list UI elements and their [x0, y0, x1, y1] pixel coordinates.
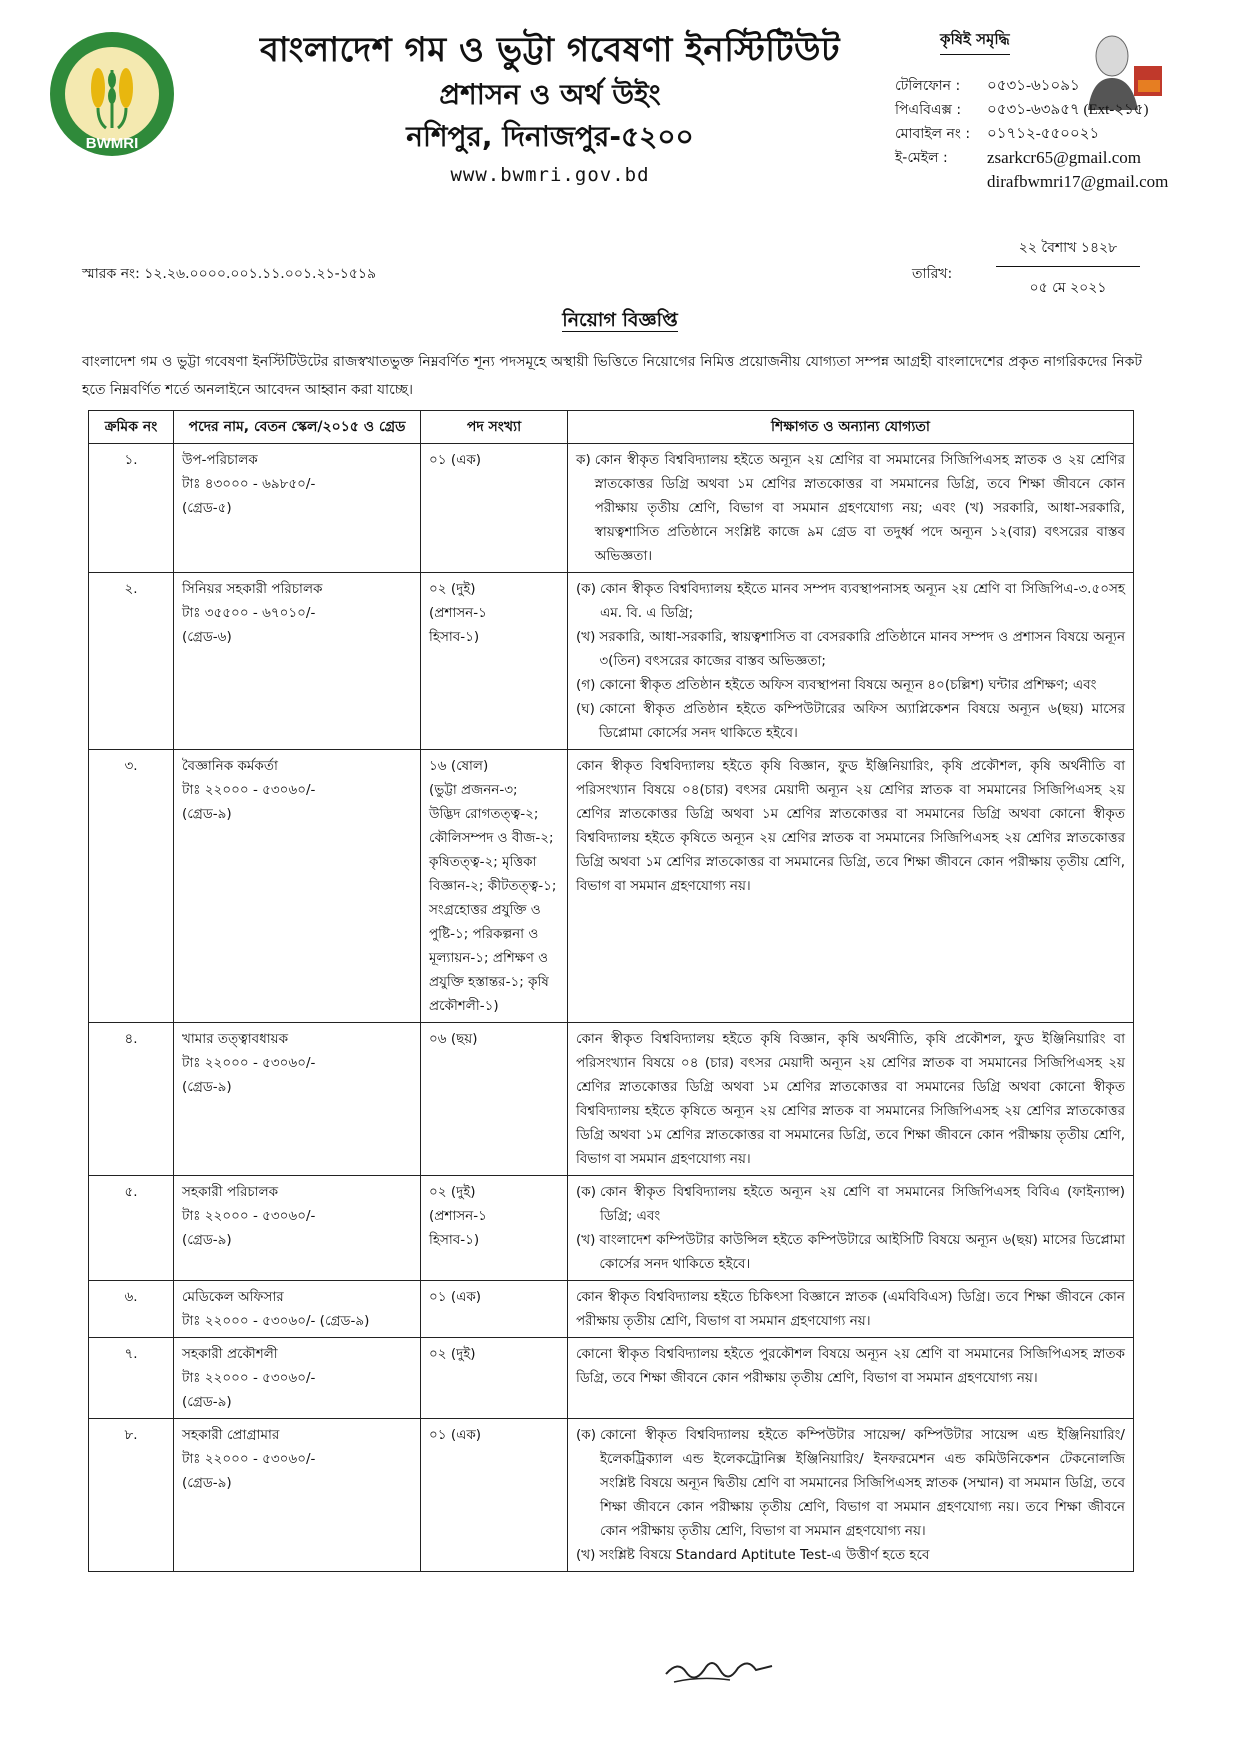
- item-text: কোন স্বীকৃত বিশ্ববিদ্যালয় হইতে চিকিৎসা বিজ্ঞানে স্নাতক (এমবিবিএস) ডিগ্রি। তবে শিক্ষা জীবনে কোন পরীক্ষায় তৃতীয় শ্রেণি, বিভাগ বা সমমান গ্রহণযোগ্য নয়।: [576, 1289, 1125, 1329]
- qualification-item: [576, 1342, 1125, 1390]
- qualification-item: [576, 577, 1125, 625]
- contact-mobile: মোবাইল নং : ০১৭১২-৫৫০০২১: [895, 126, 1100, 142]
- table-header-row: [89, 411, 1134, 444]
- wing-name: প্রশাসন ও অর্থ উইং: [439, 78, 661, 111]
- post-title: মেডিকেল অফিসার: [182, 1289, 284, 1305]
- item-text: কোনো স্বীকৃত প্রতিষ্ঠান হইতে অফিস ব্যবস্থাপনা বিষয়ে অন্যূন ৪০(চল্লিশ) ঘন্টার প্রশিক্ষণ; এবং: [599, 677, 1097, 693]
- row-count: [421, 1281, 568, 1338]
- institute-name: বাংলাদেশ গম ও ভুট্টা গবেষণা ইনস্টিটিউট: [259, 30, 841, 70]
- item-marker: ক): [576, 452, 591, 468]
- row-serial: ১.: [89, 444, 174, 573]
- row-serial: ২.: [89, 573, 174, 750]
- website-link[interactable]: www.bwmri.gov.bd: [450, 164, 650, 186]
- qualification-item: [576, 754, 1125, 898]
- item-text: কোন স্বীকৃত বিশ্ববিদ্যালয় হইতে কৃষি বিজ্ঞান, ফুড ইঞ্জিনিয়ারিং, কৃষি প্রকৌশল, কৃষি অর্থনীতি বা পরিসংখ্যান বিষয়ে ০৪(চার) বৎসর মেয়াদী অন্যূন ২য় শ্রেণির স্নাতক বা সমমানের সিজিপিএসহ ২য় শ্রেণির স্নাতকোত্তর ডিগ্রি অথবা ১ম শ্রেণির স্নাতকোত্তর বা সমমানের ডিগ্রি অথবা কোনো স্বীকৃত বিশ্ববিদ্যালয় হইতে কৃষিতে অন্যূন ২য় শ্রেণির স্নাতক বা সমমানের সিজিপিএসহ ২য় শ্রেণির স্নাতকোত্তর ডিগ্রি অথবা ১ম শ্রেণির স্নাতকোত্তর বা সমমানের ডিগ্রি, তবে শিক্ষা জীবনে কোন পরীক্ষায় তৃতীয় শ্রেণি, বিভাগ বা সমমান গ্রহণযোগ্য নয়।: [576, 758, 1125, 894]
- post-detail: (গ্রেড-৬): [182, 629, 232, 645]
- header-post: পদের নাম, বেতন স্কেল/২০১৫ ও গ্রেড: [174, 411, 421, 444]
- row-qualification: [568, 750, 1134, 1023]
- qualification-item: [576, 1180, 1125, 1228]
- table-row: [89, 1419, 1134, 1572]
- count-line: ০৬ (ছয়): [429, 1031, 478, 1047]
- post-title: সহকারী প্রোগ্রামার: [182, 1427, 280, 1443]
- count-line: ০২ (দুই): [429, 581, 476, 597]
- row-serial: ৬.: [89, 1281, 174, 1338]
- qualification-item: [576, 1228, 1125, 1276]
- item-marker: (গ): [576, 677, 596, 693]
- row-post: [174, 1338, 421, 1419]
- table-row: [89, 750, 1134, 1023]
- qualification-item: [576, 1285, 1125, 1333]
- item-marker: (ঘ): [576, 701, 595, 717]
- post-detail: (গ্রেড-৫): [182, 500, 232, 516]
- row-qualification: [568, 1176, 1134, 1281]
- count-line: হিসাব-১): [429, 1232, 480, 1248]
- item-text: কোনো স্বীকৃত প্রতিষ্ঠান হইতে কম্পিউটারের অফিস অ্যাপ্লিকেশন বিষয়ে অন্যূন ৬(ছয়) মাসের ডিপ্লোমা কোর্সের সনদ থাকিতে হইবে।: [598, 701, 1125, 741]
- item-marker: (খ): [576, 629, 596, 645]
- row-count: [421, 750, 568, 1023]
- post-detail: (গ্রেড-৯): [182, 1079, 232, 1095]
- table-row: [89, 444, 1134, 573]
- contact-block: [895, 74, 1168, 194]
- item-marker: (ক): [576, 1184, 596, 1200]
- row-serial: ৩.: [89, 750, 174, 1023]
- header-qualification: শিক্ষাগত ও অন্যান্য যোগ্যতা: [568, 411, 1134, 444]
- item-marker: (খ): [576, 1547, 596, 1563]
- row-count: [421, 1023, 568, 1176]
- count-line: ০১ (এক): [429, 1427, 482, 1443]
- qualification-item: [576, 1423, 1125, 1543]
- date-english: ০৫ মে ২০২১: [1029, 280, 1107, 296]
- post-detail: (গ্রেড-৯): [182, 1394, 232, 1410]
- memo-number: স্মারক নং: ১২.২৬.০০০০.০০১.১১.০০১.২১-১৫১৯: [82, 266, 377, 282]
- vacancy-table: [88, 410, 1134, 1572]
- contact-phone: টেলিফোন : ০৫৩১-৬১০৯১: [895, 78, 1080, 94]
- row-count: [421, 1338, 568, 1419]
- item-marker: (ক): [576, 1427, 596, 1443]
- count-line: উদ্ভিদ রোগতত্ত্ব-২;: [429, 806, 539, 822]
- header-count: পদ সংখ্যা: [421, 411, 568, 444]
- notice-title: নিয়োগ বিজ্ঞপ্তি: [562, 309, 678, 331]
- email-link-2[interactable]: dirafbwmri17@gmail.com: [987, 172, 1169, 191]
- count-line: (ভুট্টা প্রজনন-৩;: [429, 782, 518, 798]
- item-text: সরকারি, আধা-সরকারি, স্বায়ত্বশাসিত বা বেসরকারি প্রতিষ্ঠানে মানব সম্পদ ও প্রশাসন বিষয়ে অন্যূন ৩(তিন) বৎসরের কাজের বাস্তব অভিজ্ঞতা;: [599, 629, 1125, 669]
- qualification-item: [576, 673, 1125, 697]
- post-detail: টাঃ ২২০০০ - ৫৩০৬০/- (গ্রেড-৯): [182, 1313, 370, 1329]
- email-link[interactable]: zsarkcr65@gmail.com: [987, 148, 1141, 167]
- table-body: [89, 444, 1134, 1572]
- row-serial: ৪.: [89, 1023, 174, 1176]
- header-serial: ক্রমিক নং: [89, 411, 174, 444]
- item-text: কোন স্বীকৃত বিশ্ববিদ্যালয় হইতে কৃষি বিজ্ঞান, কৃষি অর্থনীতি, কৃষি প্রকৌশল, ফুড ইঞ্জিনিয়ারিং বা পরিসংখ্যান বিষয়ে ০৪ (চার) বৎসর মেয়াদী অন্যূন ২য় শ্রেণির স্নাতক বা সমমানের সিজিপিএসহ ২য় শ্রেণির স্নাতকোত্তর ডিগ্রি অথবা ১ম শ্রেণির স্নাতকোত্তর বা সমমানের ডিগ্রি অথবা কোনো স্বীকৃত বিশ্ববিদ্যালয় হইতে কৃষিতে অন্যূন ২য় শ্রেণির স্নাতক বা সমমানের সিজিপিএসহ ২য় শ্রেণির স্নাতকোত্তর ডিগ্রি অথবা ১ম শ্রেণির স্নাতকোত্তর বা সমমানের ডিগ্রি, তবে শিক্ষা জীবনে কোন পরীক্ষায় তৃতীয় শ্রেণি, বিভাগ বা সমমান গ্রহণযোগ্য নয়।: [576, 1031, 1125, 1167]
- date-label: তারিখ:: [912, 266, 953, 282]
- post-detail: টাঃ ২২০০০ - ৫৩০৬০/-: [182, 782, 316, 798]
- item-text: বাংলাদেশ কম্পিউটার কাউন্সিল হইতে কম্পিউটারে আইসিটি বিষয়ে অন্যূন ৬(ছয়) মাসের ডিপ্লোমা কোর্সের সনদ থাকিতে হইবে।: [599, 1232, 1125, 1272]
- table-row: [89, 573, 1134, 750]
- row-serial: ৮.: [89, 1419, 174, 1572]
- item-text: কোনো স্বীকৃত বিশ্ববিদ্যালয় হইতে কম্পিউটার সায়েন্স/ কম্পিউটার সায়েন্স এন্ড ইঞ্জিনিয়ারিং/ইলেকট্রিক্যাল এন্ড ইলেকট্রোনিক্স ইঞ্জিনিয়ারিং/ ইনফরমেশন এন্ড কমিউনিকেশন টেকনোলজি সংশ্লিষ্ট বিষয়ে অন্যূন দ্বিতীয় শ্রেণি বা সমমানের সিজিপিএসহ স্নাতক (সম্মান) বা সমমান ডিগ্রি, তবে শিক্ষা জীবনে কোন পরীক্ষায় তৃতীয় শ্রেণি, বিভাগ বা সমমান গ্রহণযোগ্য নয়। তবে শিক্ষা জীবনে কোন পরীক্ষায় তৃতীয় শ্রেণি, বিভাগ বা সমমান গ্রহণযোগ্য নয়।: [599, 1427, 1125, 1539]
- qualification-item: [576, 697, 1125, 745]
- row-count: [421, 444, 568, 573]
- row-qualification: [568, 573, 1134, 750]
- row-post: [174, 1023, 421, 1176]
- row-post: [174, 1419, 421, 1572]
- row-qualification: [568, 1281, 1134, 1338]
- count-line: কৌলিসম্পদ ও বীজ-২; কৃষিতত্ত্ব-২; মৃত্তিকা বিজ্ঞান-২; কীটতত্ত্ব-১; সংগ্রহোত্তর প্রযুক্তি ও পুষ্টি-১; পরিকল্পনা ও মূল্যায়ন-১; প্রশিক্ষণ ও প্রযুক্তি হস্তান্তর-১; কৃষি প্রকৌশলী-১): [429, 830, 557, 1014]
- table-row: [89, 1338, 1134, 1419]
- qualification-item: [576, 448, 1125, 568]
- date-bangla: ২২ বৈশাখ ১৪২৮: [996, 236, 1140, 267]
- item-text: কোন স্বীকৃত বিশ্ববিদ্যালয় হইতে অন্যূন ২য় শ্রেণি বা সমমানের সিজিপিএসহ বিবিএ (ফাইন্যান্স) ডিগ্রি; এবং: [599, 1184, 1125, 1224]
- contact-pabx: পিএবিএক্স : ০৫৩১-৬৩৯৫৭ (Ext-২১৫): [895, 102, 1149, 118]
- item-text: কোন স্বীকৃত বিশ্ববিদ্যালয় হইতে অন্যূন ২য় শ্রেণির বা সমমানের সিজিপিএসহ স্নাতক ও ২য় শ্রেণির স্নাতকোত্তর ডিগ্রি অথবা ১ম শ্রেণির স্নাতকোত্তর বা সমমানের ডিগ্রি, তবে শিক্ষা জীবনে কোন পরীক্ষায় তৃতীয় শ্রেণি, বিভাগ বা সমমান গ্রহণযোগ্য নয়; এবং (খ) সরকারি, আধা-সরকারি, স্বায়ত্বশাসিত প্রতিষ্ঠানে সংশ্লিষ্ট কাজে ৯ম গ্রেড বা তদুর্ধ্ব পদে অন্যূন ১২(বার) বৎসরের বাস্তব অভিজ্ঞতা।: [594, 452, 1125, 564]
- count-line: ০২ (দুই): [429, 1184, 476, 1200]
- post-detail: টাঃ ২২০০০ - ৫৩০৬০/-: [182, 1451, 316, 1467]
- letterhead: [230, 28, 870, 186]
- intro-paragraph: বাংলাদেশ গম ও ভুট্টা গবেষণা ইনস্টিটিউটের রাজস্বখাতভুক্ত নিম্নবর্ণিত শূন্য পদসমূহে অস্থায়ী ভিত্তিতে নিয়োগের নিমিত্ত প্রয়োজনীয় যোগ্যতা সম্পন্ন আগ্রহী বাংলাদেশের প্রকৃত নাগরিকদের নিকট হতে নিম্নবর্ণিত শর্তে অনলাইনে আবেদন আহ্বান করা যাচ্ছে।: [82, 354, 1142, 398]
- row-qualification: [568, 1419, 1134, 1572]
- post-detail: (গ্রেড-৯): [182, 1475, 232, 1491]
- row-qualification: [568, 1338, 1134, 1419]
- contact-email: ই-মেইল : zsarkcr65@gmail.com: [895, 146, 1168, 170]
- contact-email-2: [895, 170, 1168, 194]
- count-line: (প্রশাসন-১: [429, 1208, 487, 1224]
- post-detail: (গ্রেড-৯): [182, 806, 232, 822]
- post-detail: টাঃ ৪৩০০০ - ৬৯৮৫০/-: [182, 476, 316, 492]
- post-detail: টাঃ ৩৫৫০০ - ৬৭০১০/-: [182, 605, 316, 621]
- row-count: [421, 1419, 568, 1572]
- row-serial: ৫.: [89, 1176, 174, 1281]
- post-detail: টাঃ ২২০০০ - ৫৩০৬০/-: [182, 1055, 316, 1071]
- post-title: বৈজ্ঞানিক কর্মকর্তা: [182, 758, 278, 774]
- row-post: [174, 750, 421, 1023]
- item-marker: (খ): [576, 1232, 596, 1248]
- count-line: (প্রশাসন-১: [429, 605, 487, 621]
- post-title: সহকারী প্রকৌশলী: [182, 1346, 278, 1362]
- bwmri-logo: [48, 30, 176, 158]
- count-line: ১৬ (ষোল): [429, 758, 489, 774]
- post-title: সিনিয়র সহকারী পরিচালক: [182, 581, 323, 597]
- post-title: উপ-পরিচালক: [182, 452, 258, 468]
- row-post: [174, 1281, 421, 1338]
- table-row: [89, 1281, 1134, 1338]
- row-post: [174, 1176, 421, 1281]
- signature: [660, 1640, 780, 1690]
- row-count: [421, 573, 568, 750]
- row-count: [421, 1176, 568, 1281]
- slogan: কৃষিই সমৃদ্ধি: [940, 28, 1010, 55]
- post-title: সহকারী পরিচালক: [182, 1184, 279, 1200]
- item-text: কোন স্বীকৃত বিশ্ববিদ্যালয় হইতে মানব সম্পদ ব্যবস্থাপনাসহ অন্যূন ২য় শ্রেণি বা সিজিপিএ-৩.৫০সহ এম. বি. এ ডিগ্রি;: [599, 581, 1125, 621]
- row-qualification: [568, 444, 1134, 573]
- item-text: কোনো স্বীকৃত বিশ্ববিদ্যালয় হইতে পুরকৌশল বিষয়ে অন্যূন ২য় শ্রেণি বা সমমানের সিজিপিএসহ স্নাতক ডিগ্রি, তবে শিক্ষা জীবনে কোন পরীক্ষায় তৃতীয় শ্রেণি, বিভাগ বা সমমান গ্রহণযোগ্য নয়।: [576, 1346, 1125, 1386]
- item-text: সংশ্লিষ্ট বিষয়ে Standard Aptitute Test-এ উত্তীর্ণ হতে হবে: [599, 1547, 930, 1563]
- count-line: হিসাব-১): [429, 629, 480, 645]
- qualification-item: [576, 1027, 1125, 1171]
- row-qualification: [568, 1023, 1134, 1176]
- post-detail: টাঃ ২২০০০ - ৫৩০৬০/-: [182, 1370, 316, 1386]
- table-row: [89, 1023, 1134, 1176]
- post-detail: টাঃ ২২০০০ - ৫৩০৬০/-: [182, 1208, 316, 1224]
- post-detail: (গ্রেড-৯): [182, 1232, 232, 1248]
- row-post: [174, 444, 421, 573]
- item-marker: (ক): [576, 581, 596, 597]
- count-line: ০১ (এক): [429, 1289, 482, 1305]
- row-serial: ৭.: [89, 1338, 174, 1419]
- logo-text: BWMRI: [85, 135, 139, 152]
- institute-address: নশিপুর, দিনাজপুর-৫২০০: [406, 120, 694, 153]
- post-title: খামার তত্ত্বাবধায়ক: [182, 1031, 289, 1047]
- row-post: [174, 573, 421, 750]
- qualification-item: [576, 1543, 1125, 1567]
- count-line: ০২ (দুই): [429, 1346, 476, 1362]
- table-row: [89, 1176, 1134, 1281]
- qualification-item: [576, 625, 1125, 673]
- count-line: ০১ (এক): [429, 452, 482, 468]
